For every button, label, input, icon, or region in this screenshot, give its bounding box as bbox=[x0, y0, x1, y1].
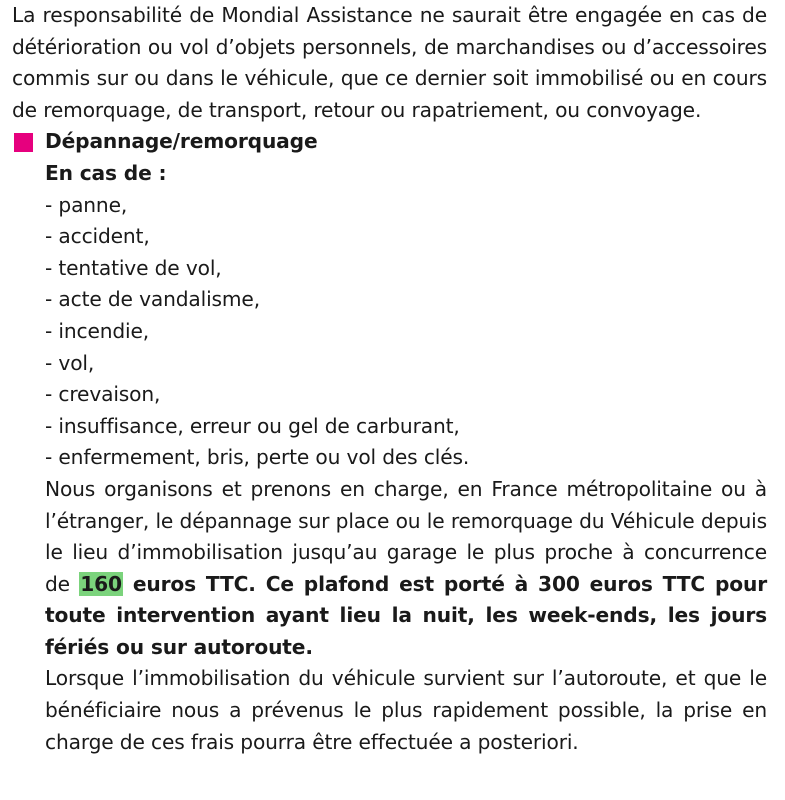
list-item: - incendie, bbox=[45, 318, 150, 343]
coverage-text: Nous organisons et prenons en charge, en France métropolitaine ou à l’étranger, le dépannage sur place ou le remorquage du Véhicule depuis le lieu d’immobilisation jusqu’au garage le plus proche à concurrence de bbox=[45, 476, 767, 596]
amount-suffix: euros TTC bbox=[122, 571, 249, 596]
list-item: - crevaison, bbox=[45, 382, 161, 407]
list-item: - accident, bbox=[45, 224, 150, 249]
list-item: - tentative de vol, bbox=[45, 255, 222, 280]
list-item: - insuffisance, erreur ou gel de carburant, bbox=[45, 413, 460, 438]
section-marker-square bbox=[14, 133, 33, 152]
amount-punctuation: . bbox=[248, 571, 266, 596]
section-title: Dépannage/remorquage bbox=[45, 129, 318, 154]
cases-list bbox=[12, 190, 767, 474]
highlighted-amount: 160 bbox=[80, 571, 122, 596]
list-item: - acte de vandalisme, bbox=[45, 287, 260, 312]
highway-paragraph: Lorsque l’immobilisation du véhicule survient sur l’autoroute, et que le bénéficiaire nous a prévenus le plus rapidement possible, la prise en charge de ces frais pourra être effectuée a posteriori. bbox=[45, 666, 767, 754]
list-item: - enfermement, bris, perte ou vol des clés. bbox=[45, 445, 470, 470]
intro-paragraph: La responsabilité de Mondial Assistance ne saurait être engagée en cas de détérioration ou vol d’objets personnels, de marchandises ou d’accessoires commis sur ou dans le véhicule, que ce dernier soit immobilisé ou en cours de remorquage, de transport, retour ou rapatriement, ou convoyage. bbox=[12, 3, 767, 122]
ceiling-bold-text: Ce plafond est porté à 300 euros TTC pour toute intervention ayant lieu la nuit, les week-ends, les jours fériés ou sur autoroute. bbox=[45, 571, 768, 659]
section-heading bbox=[12, 126, 767, 158]
coverage-paragraph bbox=[12, 474, 767, 664]
section-subtitle: En cas de : bbox=[45, 160, 167, 185]
list-item: - vol, bbox=[45, 350, 95, 375]
list-item: - panne, bbox=[45, 192, 128, 217]
